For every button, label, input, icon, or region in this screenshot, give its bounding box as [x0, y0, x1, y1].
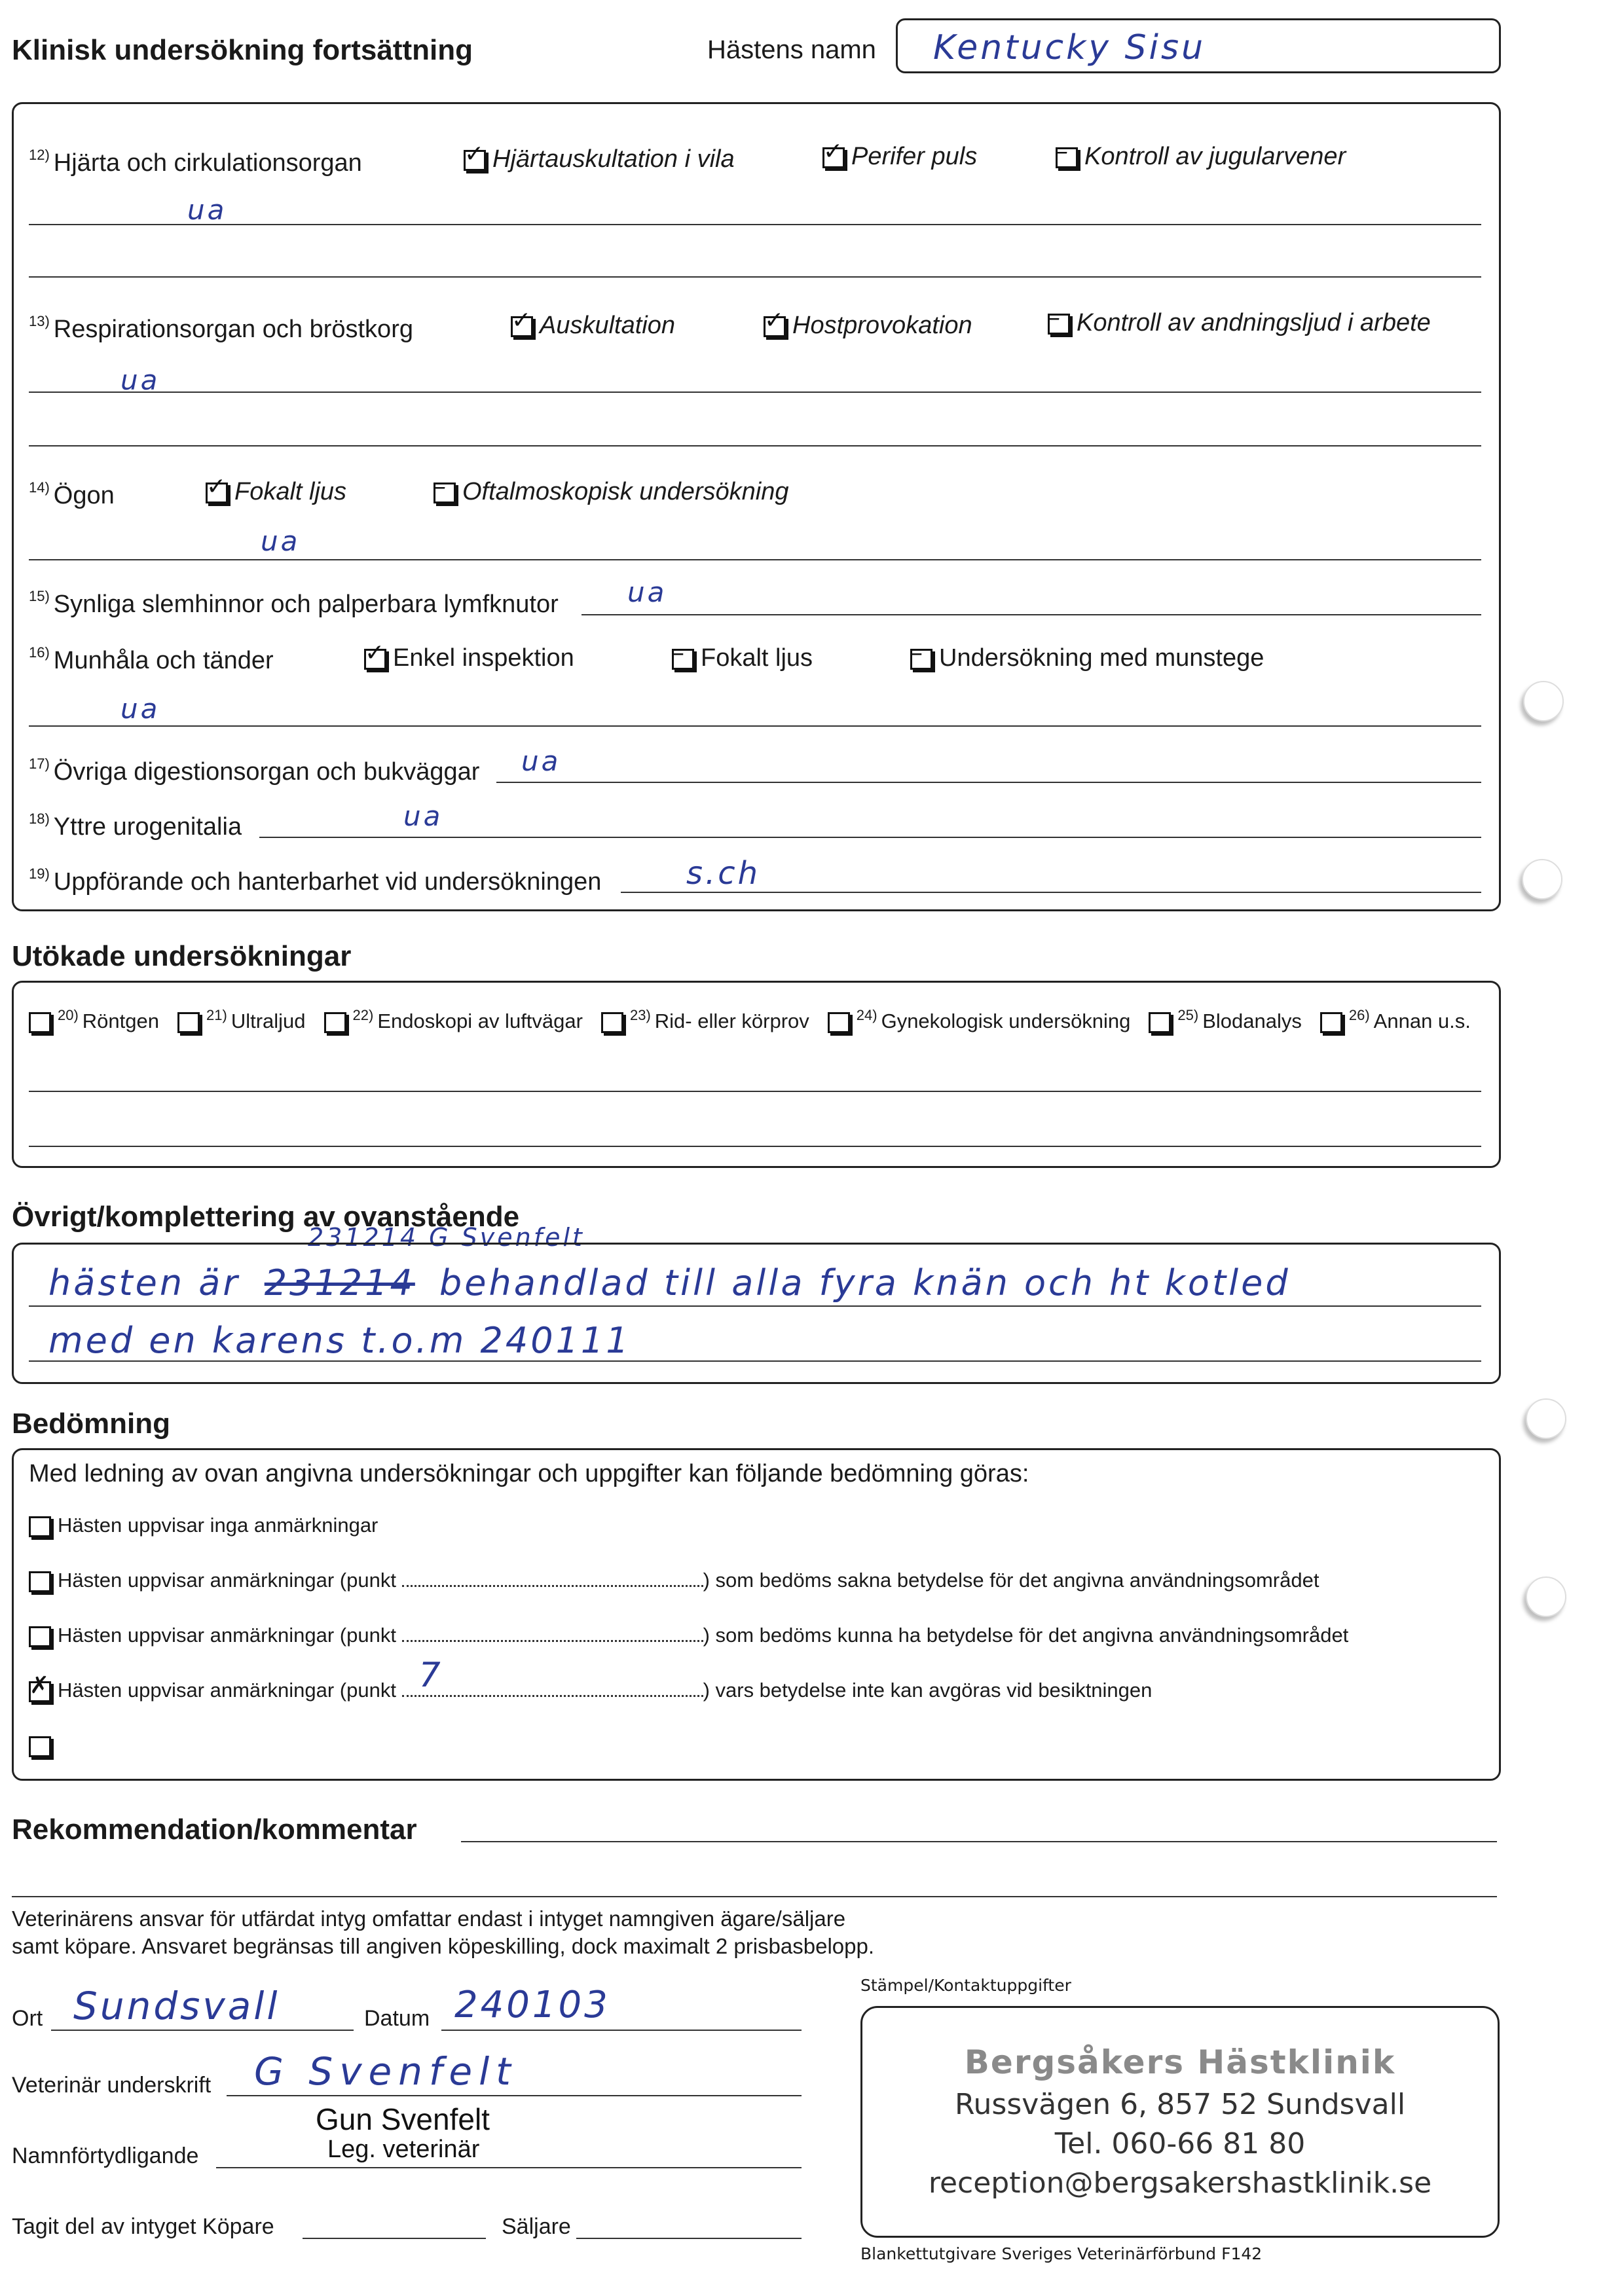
- punkt-field[interactable]: [402, 1572, 703, 1587]
- extended-title: Utökade undersökningar: [12, 940, 352, 972]
- section-13-note: ua: [120, 364, 160, 396]
- check-auskultation[interactable]: ✓ Auskultation: [511, 306, 676, 339]
- signature-value: G Svenfelt: [254, 2049, 517, 2094]
- checkbox-empty-icon[interactable]: [1149, 1012, 1171, 1033]
- stamp-email: reception@bergsakershastklinik.se: [928, 2166, 1432, 2200]
- check-hjartauskultation[interactable]: ✓ Hjärtauskultation i vila: [464, 140, 735, 173]
- checkbox-dash-icon[interactable]: –: [1056, 147, 1078, 168]
- seller-label: Säljare: [502, 2214, 571, 2239]
- ort-value: Sundsvall: [73, 1984, 280, 2028]
- write-line: [51, 2030, 354, 2031]
- punch-hole: [1522, 859, 1562, 900]
- punkt-value: 7: [418, 1656, 443, 1695]
- write-line: [303, 2238, 486, 2239]
- option-endoskopi[interactable]: $^{22)}$ Endoskopi av luftvägar: [324, 1010, 583, 1033]
- ort-label: Ort: [12, 2006, 43, 2031]
- checkbox-checked-icon[interactable]: ✓: [511, 316, 533, 337]
- checkbox-empty-icon[interactable]: [29, 1516, 51, 1537]
- write-line: [581, 614, 1481, 615]
- punkt-field[interactable]: [402, 1627, 703, 1642]
- checkbox-empty-icon[interactable]: [29, 1736, 51, 1757]
- checkbox-dash-icon[interactable]: –: [672, 649, 694, 670]
- check-fokalt-ljus-ogon[interactable]: ✓ Fokalt ljus: [206, 473, 347, 505]
- signature-label: Veterinär underskrift: [12, 2073, 212, 2098]
- liability-line-1: Veterinärens ansvar för utfärdat intyg omfattar endast i intyget namngiven ägare/säljare: [12, 1906, 846, 1931]
- extended-box: [12, 981, 1501, 1168]
- checkbox-empty-icon[interactable]: [828, 1012, 850, 1033]
- checkbox-empty-icon[interactable]: [324, 1012, 346, 1033]
- extended-options: [29, 1007, 1471, 1033]
- write-line: [216, 2167, 802, 2168]
- checkbox-empty-icon[interactable]: [1320, 1012, 1342, 1033]
- assessment-option-3[interactable]: Hästen uppvisar anmärkningar (punkt ) som bedöms kunna ha betydelse för det angivna användningsområdet: [29, 1624, 1348, 1647]
- option-annan[interactable]: $^{26)}$ Annan u.s.: [1320, 1010, 1471, 1033]
- write-line: [441, 2030, 802, 2031]
- check-munstege[interactable]: – Undersökning med munstege: [911, 639, 1264, 672]
- option-gynekologisk[interactable]: $^{24)}$ Gynekologisk undersökning: [828, 1010, 1131, 1033]
- section-17-label: $^{17)}$ Övriga digestionsorgan och bukväggar: [29, 756, 480, 786]
- option-ridprov[interactable]: $^{23)}$ Rid- eller körprov: [601, 1010, 809, 1033]
- assessment-box: [12, 1448, 1501, 1781]
- write-line: [29, 1305, 1481, 1307]
- write-line: [29, 1146, 1481, 1147]
- horse-name-field[interactable]: [896, 18, 1501, 73]
- other-line-1: hästen är 231214 behandlad till alla fyra knän och ht kotled: [48, 1262, 1291, 1303]
- punkt-field[interactable]: [402, 1656, 703, 1697]
- assessment-option-1[interactable]: Hästen uppvisar inga anmärkningar: [29, 1514, 378, 1537]
- check-perifer-puls[interactable]: ✓ Perifer puls: [823, 137, 978, 170]
- liability-line-2: samt köpare. Ansvaret begränsas till angiven köpeskilling, dock maximalt 2 prisbasbelopp.: [12, 1934, 875, 1958]
- buyer-label: Tagit del av intyget Köpare: [12, 2214, 274, 2239]
- check-jugularvener[interactable]: – Kontroll av jugularvener: [1056, 137, 1346, 170]
- write-line: [29, 559, 1481, 560]
- datum-label: Datum: [364, 2006, 430, 2031]
- checkbox-checked-icon[interactable]: ✓: [822, 147, 845, 168]
- checkbox-dash-icon[interactable]: –: [434, 483, 456, 503]
- assessment-option-4[interactable]: ✗ Hästen uppvisar anmärkningar (punkt 7 ) vars betydelse inte kan avgöras vid besiktningen: [29, 1656, 1153, 1702]
- check-oftalmoskopisk[interactable]: – Oftalmoskopisk undersökning: [434, 473, 789, 505]
- horse-name-label: Hästens namn: [707, 35, 876, 64]
- section-12-label: $^{12)}$ Hjärta och cirkulationsorgan: [29, 147, 362, 177]
- printed-name: Gun Svenfelt: [316, 2102, 490, 2136]
- write-line: [496, 782, 1481, 783]
- assessment-option-5[interactable]: [29, 1734, 58, 1757]
- write-line: [29, 1360, 1481, 1362]
- assessment-option-2[interactable]: Hästen uppvisar anmärkningar (punkt ) som bedöms sakna betydelse för det angivna användningsområdet: [29, 1569, 1319, 1592]
- option-ultraljud[interactable]: $^{21)}$ Ultraljud: [177, 1010, 306, 1033]
- checkbox-empty-icon[interactable]: [29, 1012, 51, 1033]
- section-18-note: ua: [403, 800, 443, 832]
- page-title: Klinisk undersökning fortsättning: [12, 34, 473, 66]
- datum-value: 240103: [454, 1984, 610, 2026]
- section-13-label: $^{13)}$ Respirationsorgan och bröstkorg: [29, 313, 413, 343]
- recommendation-title: Rekommendation/kommentar: [12, 1813, 417, 1846]
- checkbox-empty-icon[interactable]: [29, 1571, 51, 1592]
- section-15-note: ua: [627, 576, 667, 608]
- section-19-label: $^{19)}$ Uppförande och hanterbarhet vid undersökningen: [29, 866, 602, 896]
- printed-title: Leg. veterinär: [327, 2136, 480, 2163]
- other-line-2: med en karens t.o.m 240111: [48, 1320, 631, 1361]
- check-hostprovokation[interactable]: ✓ Hostprovokation: [764, 306, 972, 339]
- option-blodanalys[interactable]: $^{25)}$ Blodanalys: [1149, 1010, 1301, 1033]
- section-18-label: $^{18)}$ Yttre urogenitalia: [29, 811, 242, 841]
- check-andningsljud[interactable]: – Kontroll av andningsljud i arbete: [1048, 304, 1431, 337]
- section-16-label: $^{16)}$ Munhåla och tänder: [29, 644, 274, 674]
- write-line: [29, 725, 1481, 727]
- write-line: [461, 1841, 1497, 1842]
- write-line: [621, 892, 1481, 893]
- checkbox-checked-icon[interactable]: ✗: [29, 1681, 51, 1702]
- checkbox-dash-icon[interactable]: –: [910, 649, 932, 670]
- section-15-label: $^{15)}$ Synliga slemhinnor och palperbara lymfknutor: [29, 588, 559, 618]
- section-19-note: s.ch: [686, 855, 761, 892]
- checkbox-checked-icon[interactable]: ✓: [364, 649, 386, 670]
- horse-name-value: Kentucky Sisu: [933, 28, 1206, 67]
- check-fokalt-ljus-mun[interactable]: – Fokalt ljus: [673, 639, 813, 672]
- other-title: Övrigt/komplettering av ovanstående: [12, 1201, 520, 1233]
- check-enkel-inspektion[interactable]: ✓ Enkel inspektion: [365, 639, 574, 672]
- write-line: [227, 2095, 802, 2096]
- name-clarification-label: Namnförtydligande: [12, 2143, 199, 2168]
- section-14-label: $^{14)}$ Ögon: [29, 479, 115, 509]
- section-16-note: ua: [120, 693, 160, 725]
- write-line: [29, 445, 1481, 446]
- form-issuer: Blankettutgivare Sveriges Veterinärförbund F142: [860, 2244, 1263, 2263]
- stamp-clinic: Bergsåkers Hästklinik: [964, 2043, 1396, 2081]
- write-line: [29, 1091, 1481, 1092]
- stamp-box: [860, 2006, 1500, 2238]
- write-line: [576, 2238, 802, 2239]
- assessment-intro: Med ledning av ovan angivna undersökningar och uppgifter kan följande bedömning göras:: [29, 1460, 1029, 1487]
- checkbox-checked-icon[interactable]: ✓: [464, 150, 486, 171]
- write-line: [12, 1896, 1497, 1897]
- checkbox-checked-icon[interactable]: ✓: [764, 316, 786, 337]
- write-line: [29, 392, 1481, 393]
- section-17-note: ua: [521, 745, 561, 777]
- stamp-label: Stämpel/Kontaktuppgifter: [860, 1976, 1071, 1995]
- write-line: [29, 276, 1481, 278]
- section-14-note: ua: [261, 525, 301, 557]
- other-correction-note: 231214 G Svenfelt: [308, 1223, 585, 1252]
- section-12-note: ua: [187, 194, 227, 226]
- checkbox-empty-icon[interactable]: [601, 1012, 623, 1033]
- write-line: [29, 224, 1481, 225]
- punch-hole: [1523, 681, 1564, 721]
- punch-hole: [1526, 1576, 1566, 1617]
- option-rontgen[interactable]: $^{20)}$ Röntgen: [29, 1010, 159, 1033]
- checkbox-empty-icon[interactable]: [177, 1012, 200, 1033]
- struck-date: 231214: [264, 1262, 415, 1303]
- checkbox-empty-icon[interactable]: [29, 1626, 51, 1647]
- write-line: [259, 837, 1481, 838]
- checkbox-checked-icon[interactable]: ✓: [206, 483, 228, 503]
- punch-hole: [1526, 1398, 1566, 1439]
- assessment-title: Bedömning: [12, 1408, 170, 1440]
- checkbox-dash-icon[interactable]: –: [1048, 314, 1070, 335]
- stamp-address: Russvägen 6, 857 52 Sundsvall: [954, 2088, 1406, 2121]
- stamp-phone: Tel. 060-66 81 80: [1054, 2127, 1306, 2160]
